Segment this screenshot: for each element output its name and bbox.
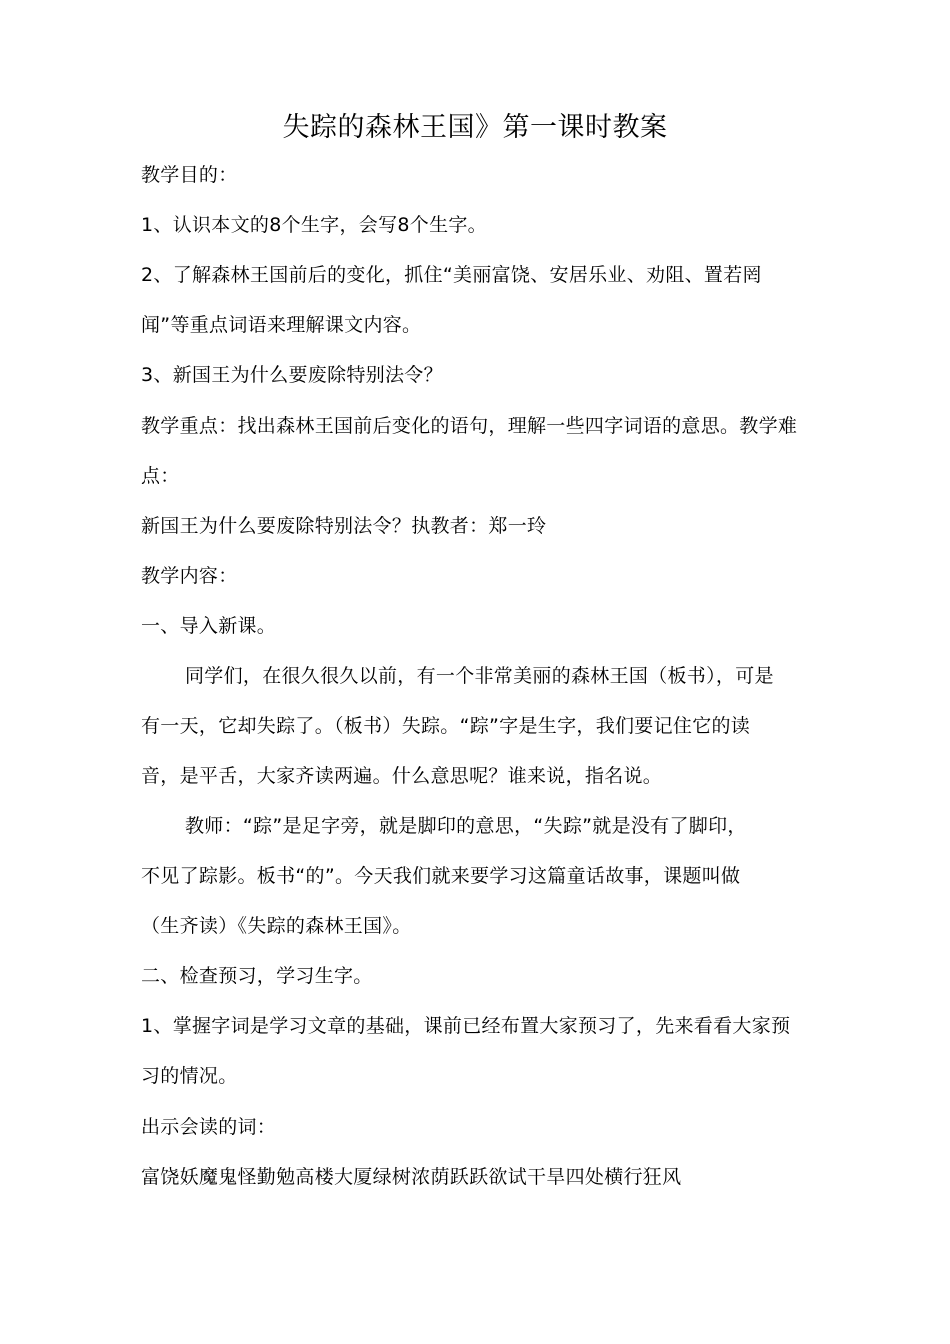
text-line: 点：: [141, 465, 180, 487]
text-line: 1、掌握字词是学习文章的基础，课前已经布置大家预习了，先来看看大家预: [141, 1015, 791, 1037]
text-line: 1、认识本文的8个生字，会写8个生字。: [141, 214, 487, 236]
text-line: 教学重点：找出森林王国前后变化的语句，理解一些四字词语的意思。教学难: [141, 415, 798, 437]
text-line: 二、检查预习，学习生字。: [141, 965, 373, 987]
page-title: 失踪的森林王国》第一课时教案: [282, 112, 668, 143]
text-line: 富饶妖魔鬼怪勤勉高楼大厦绿树浓荫跃跃欲试干旱四处横行狂风: [141, 1166, 682, 1188]
text-line: 音，是平舌，大家齐读两遍。什么意思呢？谁来说，指名说。: [141, 765, 663, 787]
text-line: 出示会读的词：: [141, 1116, 277, 1138]
text-line: 2、了解森林王国前后的变化，抓住“美丽富饶、安居乐业、劝阻、置若罔: [141, 264, 762, 286]
text-line: 一、导入新课。: [141, 615, 277, 637]
text-line: （生齐读）《失踪的森林王国》。: [141, 915, 412, 937]
text-line: 教师：“踪”是足字旁，就是脚印的意思，“失踪”就是没有了脚印，: [185, 815, 747, 837]
text-line: 不见了踪影。板书“的”。今天我们就来要学习这篇童话故事，课题叫做: [141, 865, 741, 887]
text-line: 闻”等重点词语来理解课文内容。: [141, 314, 422, 336]
text-line: 新国王为什么要废除特别法令？执教者：郑一玲: [141, 515, 547, 537]
text-line: 有一天，它却失踪了。（板书）失踪。“踪”字是生字，我们要记住它的读: [141, 715, 751, 737]
text-line: 3、新国王为什么要废除特别法令？: [141, 364, 443, 386]
text-line: 教学目的：: [141, 164, 238, 186]
text-line: 教学内容：: [141, 565, 238, 587]
text-line: 习的情况。: [141, 1065, 238, 1087]
text-line: 同学们，在很久很久以前，有一个非常美丽的森林王国（板书），可是: [185, 665, 774, 687]
